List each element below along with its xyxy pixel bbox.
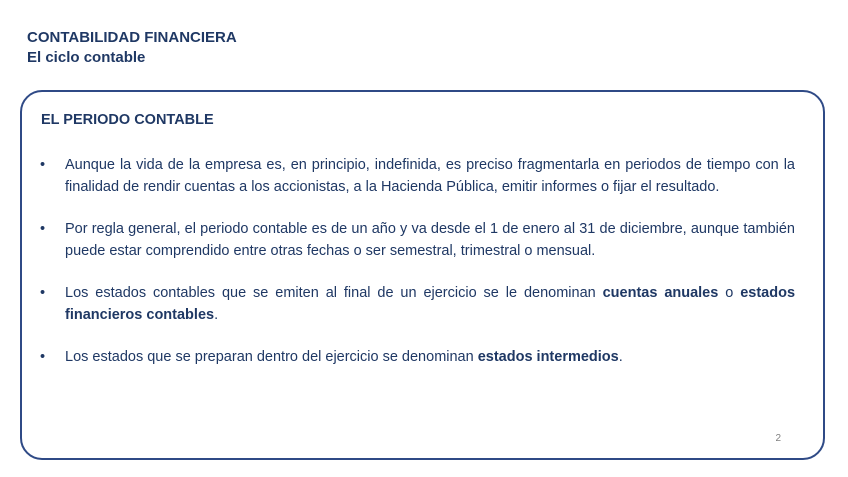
bold-term-estados-financieros: estados financieros contables [65,285,796,323]
bullet-item [40,282,795,326]
section-heading: EL PERIODO CONTABLE [41,112,214,128]
bullet-text: o [718,285,741,301]
bold-term-cuentas-anuales: cuentas anuales [602,285,719,301]
bullet-text: . [214,307,219,323]
page-number: 2 [775,433,781,444]
bullet-item [40,218,795,262]
bullet-text: Los estados que se preparan dentro del ejercicio se denominan [65,349,478,365]
topic-subtitle: El ciclo contable [27,49,146,66]
bullet-text: . [618,349,623,365]
slide-header [27,28,237,68]
bullet-marker: • [40,221,46,237]
bullet-text: Aunque la vida de la empresa es, en principio, indefinida, es preciso fragmentarla en periodos de tiempo con la finalidad de rendir cuentas a los accionistas, a la Hacienda Pública, emitir informes o fijar el resultado. [65,157,795,195]
content-panel [20,90,825,460]
bullet-text: Los estados contables que se emiten al final de un ejercicio se le denominan [65,285,603,301]
bullet-text: Por regla general, el periodo contable es de un año y va desde el 1 de enero al 31 de diciembre, aunque también puede estar comprendido entre otras fechas o ser semestral, trimestral o mensual. [65,221,795,259]
bullet-item [40,346,795,368]
bullet-marker: • [40,157,46,173]
bullet-list [40,154,795,388]
bullet-item [40,154,795,198]
bullet-marker: • [40,285,46,301]
bold-term-estados-intermedios: estados intermedios [477,349,619,365]
course-title: CONTABILIDAD FINANCIERA [27,29,237,46]
bullet-marker: • [40,349,46,365]
